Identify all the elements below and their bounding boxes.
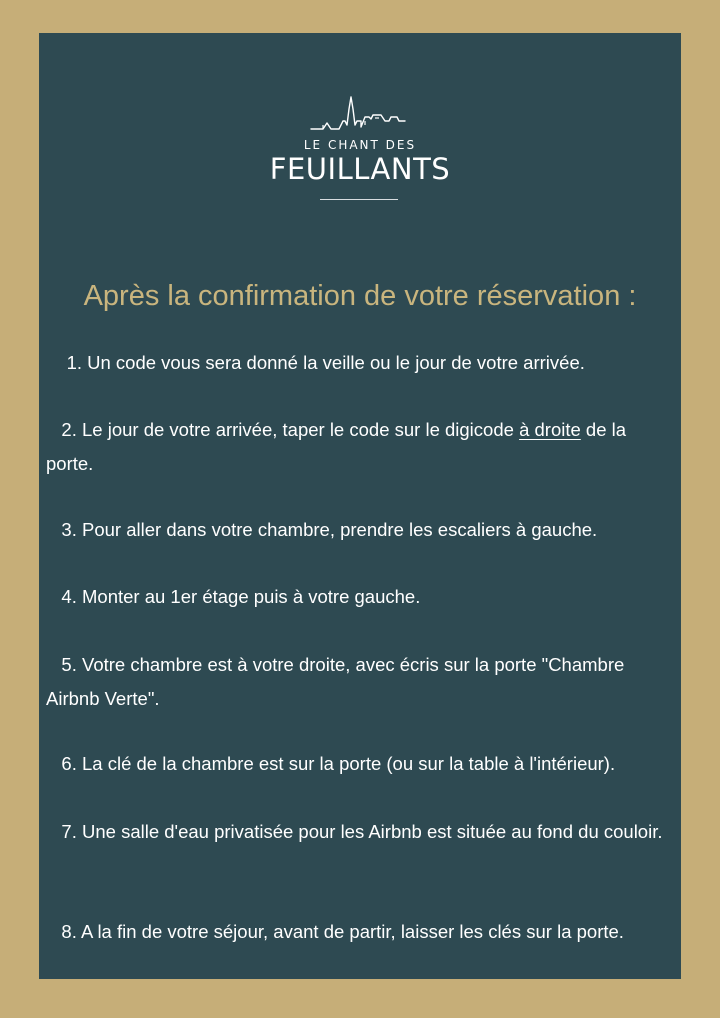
step-text: Une salle d'eau privatisée pour les Airbnb est située au fond du couloir.	[82, 821, 663, 842]
step-6	[46, 747, 676, 781]
step-text: Votre chambre est à votre droite, avec écris sur la porte "Chambre Airbnb Verte".	[46, 654, 629, 709]
step-number: 6.	[61, 753, 77, 774]
step-text-before: Le jour de votre arrivée, taper le code sur le digicode	[76, 419, 520, 440]
step-text-after: de la porte.	[46, 419, 632, 474]
step-1	[46, 346, 676, 380]
logo-divider	[320, 199, 398, 200]
page-heading: Après la confirmation de votre réservation :	[83, 280, 637, 312]
step-number: 3.	[61, 519, 77, 540]
step-number: 1.	[66, 352, 82, 373]
logo-title: FEUILLANTS	[269, 152, 451, 186]
step-8	[46, 915, 676, 949]
step-text: Monter au 1er étage puis à votre gauche.	[82, 586, 421, 607]
step-number: 8.	[61, 921, 77, 942]
instructions-panel	[39, 33, 681, 979]
logo	[39, 33, 681, 213]
step-number: 5.	[61, 654, 77, 675]
step-5	[46, 648, 676, 716]
step-2	[46, 413, 676, 481]
step-number: 7.	[61, 821, 77, 842]
step-7	[46, 815, 676, 849]
logo-subtitle: LE CHANT DES	[303, 138, 417, 152]
step-text: Pour aller dans votre chambre, prendre les escaliers à gauche.	[82, 519, 598, 540]
step-number: 2.	[61, 419, 77, 440]
step-text-underlined: à droite	[519, 419, 581, 440]
step-text: Un code vous sera donné la veille ou le jour de votre arrivée.	[87, 352, 585, 373]
step-3	[46, 513, 676, 547]
step-text: La clé de la chambre est sur la porte (ou sur la table à l'intérieur).	[82, 753, 616, 774]
step-number: 4.	[61, 586, 77, 607]
step-4	[46, 580, 676, 614]
town-skyline-icon	[309, 91, 409, 133]
step-text: A la fin de votre séjour, avant de partir, laisser les clés sur la porte.	[80, 921, 624, 942]
